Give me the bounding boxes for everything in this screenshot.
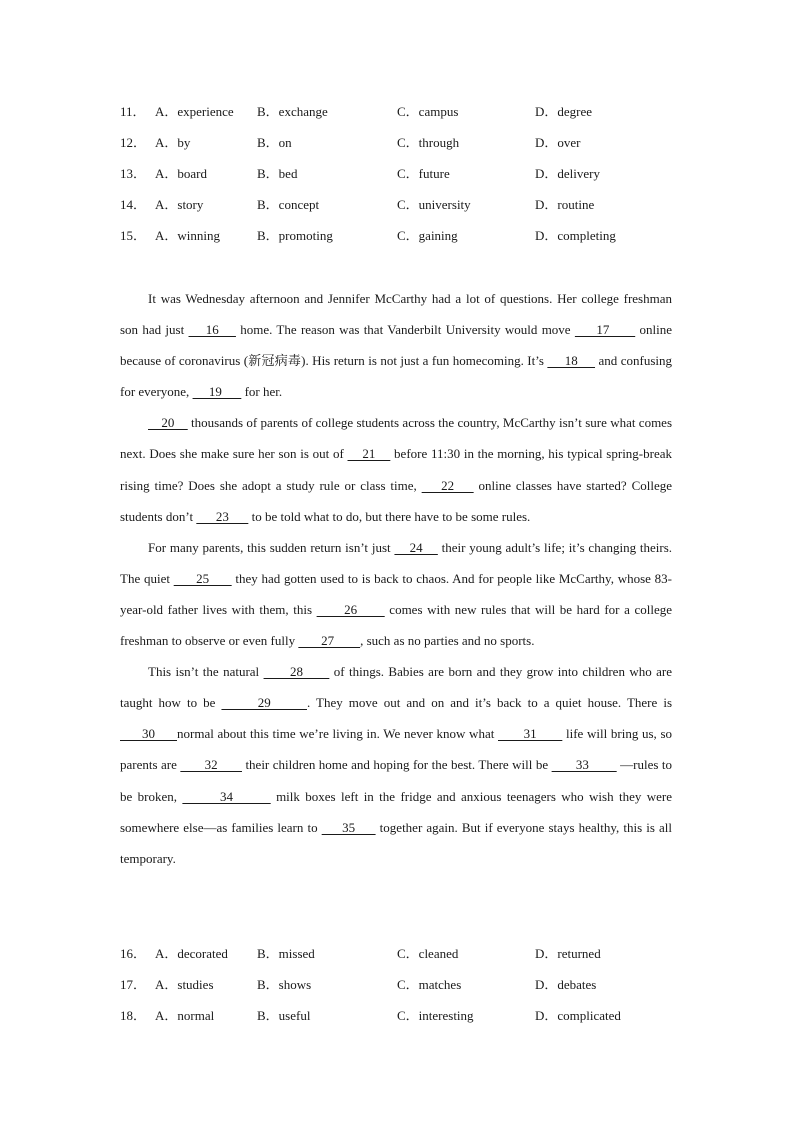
answer-blank: 33 bbox=[551, 757, 617, 773]
question-number: 13． bbox=[120, 166, 147, 181]
passage-text: comes with new rules that will be hard for a college freshman to observe or even fully bbox=[120, 601, 672, 649]
answer-blank: 25 bbox=[173, 570, 232, 586]
answer-blank: 34 bbox=[182, 788, 271, 804]
option-c: C．gaining bbox=[397, 228, 458, 243]
option-c: C．through bbox=[397, 135, 460, 150]
answer-blank: 26 bbox=[316, 601, 385, 617]
option-d: D．completing bbox=[535, 228, 616, 243]
option-c: C．interesting bbox=[397, 1008, 474, 1023]
option-d: D．complicated bbox=[535, 1008, 621, 1023]
question-number: 11． bbox=[120, 104, 146, 119]
option-a: A．normal bbox=[155, 1008, 215, 1023]
question-number: 12． bbox=[120, 135, 147, 150]
passage-text: of things. Babies are born and they grow into children who are taught how to be bbox=[120, 664, 673, 711]
passage-text: milk boxes left in the fridge and anxious teenagers who wish they were somewhere else—as families learn to bbox=[120, 788, 673, 835]
option-b: B．concept bbox=[257, 197, 320, 212]
passage-text: For many parents, this sudden return isn’t just bbox=[148, 539, 395, 555]
passage-text: thousands of parents of college students across the country, McCarthy isn’t sure what comes next. Does she make sure her son is out of bbox=[120, 415, 673, 462]
answer-blank: 21 bbox=[347, 446, 391, 462]
answer-blank: 20 bbox=[148, 415, 188, 431]
option-c: C．matches bbox=[397, 977, 462, 992]
question-row bbox=[120, 969, 690, 1000]
option-a: A．studies bbox=[155, 977, 214, 992]
answer-blank: 16 bbox=[188, 322, 236, 338]
question-number: 14． bbox=[120, 197, 147, 212]
answer-blank: 23 bbox=[196, 508, 249, 524]
answer-blank: 35 bbox=[321, 819, 376, 835]
paragraph-4 bbox=[120, 656, 672, 874]
question-row bbox=[120, 220, 690, 251]
passage-text: their children home and hoping for the best. There will be bbox=[241, 757, 552, 773]
option-b: B．bed bbox=[257, 166, 298, 181]
option-c: C．cleaned bbox=[397, 946, 459, 961]
question-row bbox=[120, 1000, 690, 1031]
option-b: B．missed bbox=[257, 946, 315, 961]
passage-text: It was Wednesday afternoon and Jennifer McCarthy had a lot of questions. Her college freshman son had just bbox=[120, 291, 672, 338]
answer-blank: 17 bbox=[574, 322, 636, 338]
passage-text: before 11:30 in the morning, his typical spring-break rising time? Does she adopt a study rule or class time, bbox=[120, 446, 672, 493]
option-d: D．routine bbox=[535, 197, 595, 212]
question-row bbox=[120, 938, 690, 969]
passage-text: , such as no parties and no sports. bbox=[360, 633, 535, 649]
passage-text: life will bring us, so parents are bbox=[120, 726, 673, 773]
answer-blank: 31 bbox=[498, 726, 563, 742]
answer-blank: 29 bbox=[221, 695, 307, 711]
question-row bbox=[120, 127, 690, 158]
option-d: D．returned bbox=[535, 946, 601, 961]
option-c: C．university bbox=[397, 197, 471, 212]
question-number: 18． bbox=[120, 1008, 147, 1023]
option-a: A．story bbox=[155, 197, 204, 212]
paragraph-3 bbox=[120, 532, 672, 656]
passage-text: This isn’t the natural bbox=[148, 664, 264, 680]
option-b: B．useful bbox=[257, 1008, 311, 1023]
question-number: 16． bbox=[120, 946, 147, 961]
answer-blank: 27 bbox=[298, 633, 361, 649]
cloze-passage bbox=[120, 283, 672, 874]
passage-text: they had gotten used to is back to chaos. And for people like McCarthy, whose 83-year-old father lives with them, this bbox=[120, 570, 672, 617]
passage-text: home. The reason was that Vanderbilt University would move bbox=[235, 322, 575, 338]
passage-text: . They move out and on and it’s back to a quiet house. There is bbox=[306, 695, 672, 711]
option-b: B．shows bbox=[257, 977, 312, 992]
question-row bbox=[120, 96, 690, 127]
option-d: D．debates bbox=[535, 977, 597, 992]
option-c: C．future bbox=[397, 166, 450, 181]
option-a: A．experience bbox=[155, 104, 234, 119]
option-a: A．board bbox=[155, 166, 207, 181]
passage-text: online because of coronavirus (新冠病毒). His return is not just a fun homecoming. It’s bbox=[120, 322, 672, 369]
answer-blank: 30 bbox=[120, 726, 177, 742]
question-number: 17． bbox=[120, 977, 147, 992]
question-row bbox=[120, 158, 690, 189]
passage-text: and confusing for everyone, bbox=[120, 353, 673, 400]
answer-blank: 19 bbox=[192, 384, 242, 400]
passage-text: online classes have started? College students don’t bbox=[120, 477, 672, 524]
question-row bbox=[120, 189, 690, 220]
question-number: 15． bbox=[120, 228, 147, 243]
answer-blank: 24 bbox=[394, 539, 438, 555]
option-b: B．on bbox=[257, 135, 292, 150]
answer-blank: 28 bbox=[263, 664, 330, 680]
options-list-11-15 bbox=[120, 96, 690, 251]
option-a: A．decorated bbox=[155, 946, 228, 961]
option-b: B．promoting bbox=[257, 228, 333, 243]
option-a: A．by bbox=[155, 135, 191, 150]
passage-text: together again. But if everyone stays healthy, this is all temporary. bbox=[120, 819, 672, 866]
answer-blank: 32 bbox=[180, 757, 242, 773]
options-list-16-18 bbox=[120, 938, 690, 1031]
option-b: B．exchange bbox=[257, 104, 328, 119]
answer-blank: 22 bbox=[421, 477, 474, 493]
passage-text: to be told what to do, but there have to be some rules. bbox=[248, 508, 531, 524]
option-a: A．winning bbox=[155, 228, 221, 243]
passage-text: —rules to be broken, bbox=[120, 757, 673, 804]
option-d: D．over bbox=[535, 135, 581, 150]
option-d: D．delivery bbox=[535, 166, 600, 181]
option-d: D．degree bbox=[535, 104, 593, 119]
passage-text: normal about this time we’re living in. We never know what bbox=[177, 726, 498, 742]
passage-text: their young adult’s life; it’s changing theirs. The quiet bbox=[120, 539, 673, 586]
answer-blank: 18 bbox=[547, 353, 596, 369]
paragraph-2 bbox=[120, 407, 672, 531]
paragraph-1 bbox=[120, 283, 672, 407]
option-c: C．campus bbox=[397, 104, 459, 119]
passage-text: for her. bbox=[241, 384, 283, 400]
